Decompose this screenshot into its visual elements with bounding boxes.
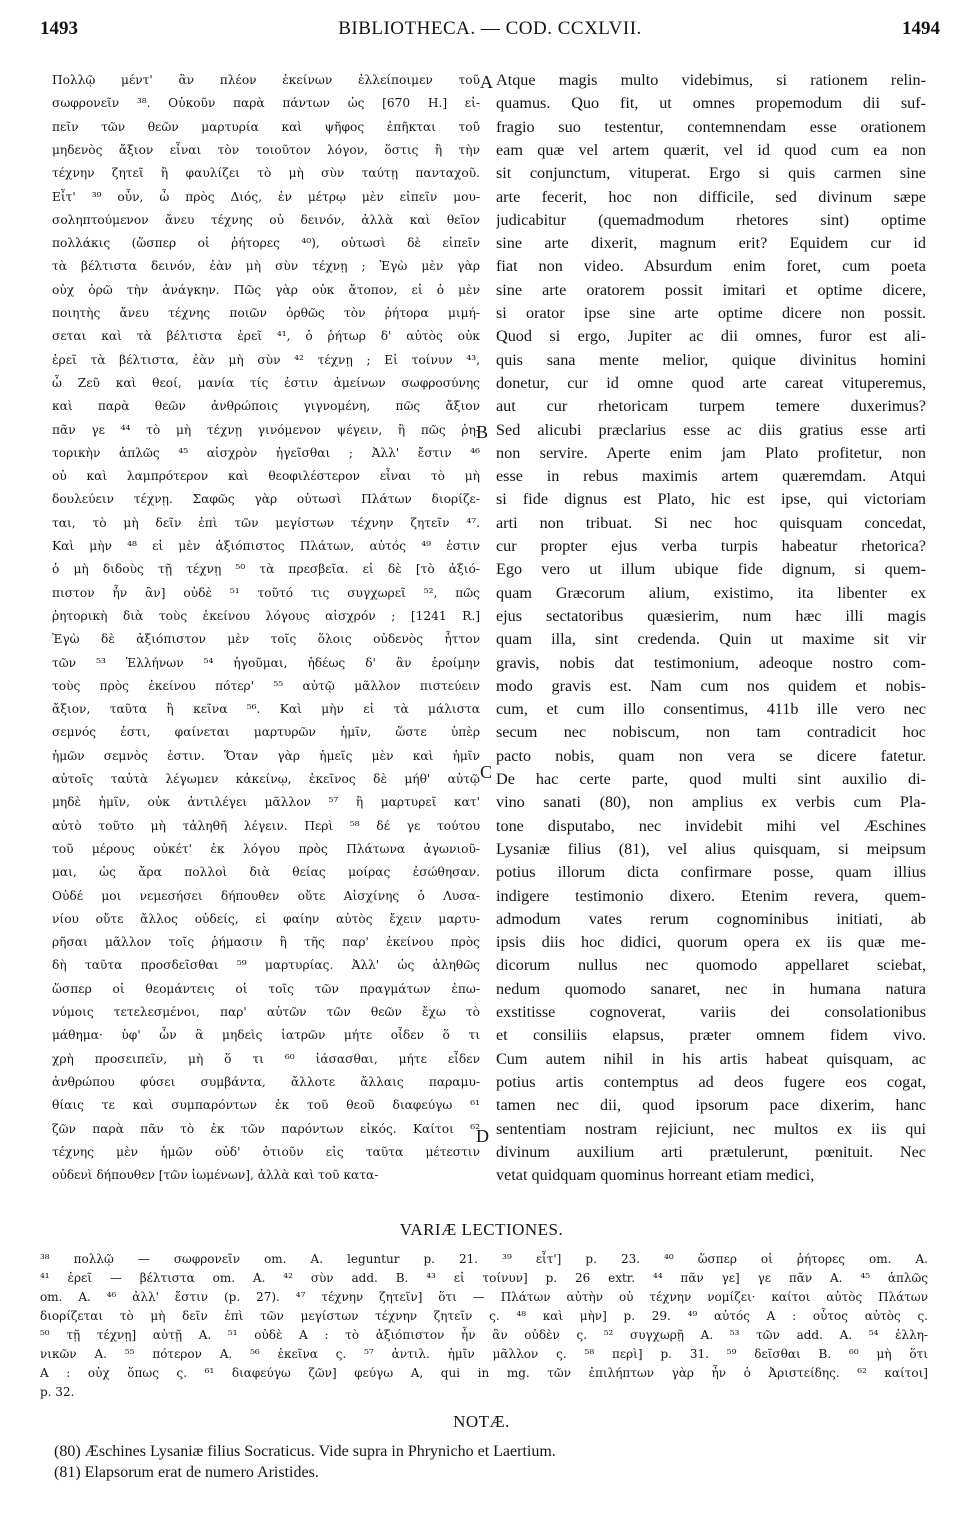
- greek-text-line: τέχνης μὲν ἡμῶν οὐδ' ὁτιοῦν εἰς ταῦτα μέτεστιν: [52, 1144, 480, 1159]
- greek-text-line: τοὺς πρὸς ἐκείνου πότερ' ⁵⁵ αὐτῷ μᾶλλον πιστεύειν: [52, 678, 480, 693]
- variae-lectiones-line: p. 32.: [40, 1385, 75, 1399]
- greek-text-line: ὦ Ζεῦ καὶ θεοί, μανία τίς ἐστιν ἀμείνων σωφροσύνης: [52, 375, 480, 390]
- latin-text-line: donetur, cur id omne quod arte careat vituperemus,: [496, 373, 926, 392]
- greek-text-line: μηδὲ ἡμῖν, οὐκ ἀντιλέγει μᾶλλον ⁵⁷ ἢ μαρτυρεῖ κατ': [52, 795, 480, 810]
- latin-text-line: vino sanati (80), non amplius ex verbis cum Pla-: [496, 793, 926, 812]
- latin-text-line: quis sana mente melior, quique divinitus homini: [496, 350, 926, 369]
- latin-text-line: eam quæ vel artem quærit, vel id quod cum ea non: [496, 140, 926, 159]
- latin-text-line: nedum quomodo sanaret, nec in humana natura: [496, 979, 926, 998]
- latin-text-line: si fide dignus est Plato, hic est ipse, qui victoriam: [496, 490, 926, 509]
- greek-text-line: σεται καὶ τὰ βέλτιστα ἐρεῖ ⁴¹, ὁ ῥήτωρ δ' αὐτὸς οὐκ: [52, 329, 480, 344]
- latin-text-line: quamus. Quo fit, ut omnes propemodum dii suf-: [496, 94, 926, 113]
- greek-text-line: οὐ καὶ λαμπρότερον καὶ θεοφιλέστερον εἶναι τὸ μὴ: [52, 469, 480, 484]
- greek-text-line: σοληπτούμενον ἄνευ τέχνης οὐ δεινόν, ἀλλὰ καὶ θεῖον: [52, 212, 480, 227]
- latin-text-line: aut cur rhetoricam turpem temere duxerimus?: [496, 397, 926, 416]
- greek-text-line: πᾶν γε ⁴⁴ τὸ μὴ τέχνῃ γινόμενον ψέγειν, ἢ πῶς ῥη-: [52, 422, 480, 437]
- latin-text-line: admodum vates rerum cognominibus initiati, ab: [496, 909, 926, 928]
- greek-text-line: ἐρεῖ τὰ βέλτιστα, ἐὰν μὴ σὺν ⁴² τέχνῃ ; Εἰ τοίνυν ⁴³,: [52, 352, 480, 367]
- variae-lectiones-line: ⁴¹ ἐρεῖ — βέλτιστα om. A. ⁴² σὺν add. B. ⁴³ εἰ τοίνυν] p. 26 extr. ⁴⁴ πᾶν γε] γε πᾶν A. ⁴⁵ ἁπλῶς: [40, 1271, 928, 1285]
- greek-text-line: ὁ μὴ διδοὺς τῇ τέχνῃ ⁵⁰ τὰ πρεσβεῖα. εἰ δὲ [τὸ ἀξιό-: [52, 562, 480, 577]
- greek-text-line: ρῆσαι μᾶλλον τοῖς ῥήμασιν ἢ τῆς παρ' ἐκείνου πρὸς: [52, 935, 480, 950]
- nota-line: (80) Æschines Lysaniæ filius Socraticus. Vide supra in Phrynicho et Laertium.: [54, 1443, 556, 1460]
- margin-marker-a: A: [480, 72, 493, 92]
- latin-text-line: tamen nec dii, quod ipsorum pace dixerim, hanc: [496, 1096, 926, 1115]
- greek-text-line: ῥητορικὴ διὰ τοὺς ἐκείνου λόγους αἰσχρόν ; [1241 R.]: [52, 608, 480, 623]
- latin-text-line: fragio suo testentur, contemnendam esse orationem: [496, 117, 926, 136]
- greek-text-line: ἡμῶν σεμνὸς ἐστιν. Ὅταν γὰρ ἡμεῖς μὲν καὶ ἡμῖν: [52, 748, 480, 763]
- latin-text-column: [496, 70, 926, 1192]
- greek-text-line: θίαις τε καὶ συμπαρόντων ἐκ τοῦ θεοῦ διαφεύγω ⁶¹: [52, 1098, 480, 1113]
- greek-text-line: τοῦ μέρους οὐκέτ' ἐκ λόγου πρὸς Πλάτωνα ἀγωνιοῦ-: [52, 841, 480, 856]
- greek-text-column: [52, 70, 480, 1192]
- greek-text-line: Εἶτ' ³⁹ οὖν, ὦ πρὸς Διός, ἐν μέτρῳ μὲν εἰπεῖν μου-: [52, 189, 480, 204]
- latin-text-line: vetat quidquam quominus horreant etiam medici,: [496, 1166, 815, 1185]
- latin-text-line: gravis, nobis dat testimonium, adeoque nostro com-: [496, 653, 926, 672]
- greek-text-line: μηδενὸς ἄξιον εἶναι τὸν τοιοῦτον λόγον, ὅστις ἢ τὴν: [52, 142, 480, 157]
- greek-text-line: ὥσπερ οἱ θεομάντεις οἱ τοῖς τῶν πραγμάτων ἐπω-: [52, 981, 480, 996]
- latin-text-line: esse in rebus maximis artem quæremdam. Atqui: [496, 467, 926, 486]
- latin-text-line: Quod si ergo, Jupiter ac dii omnes, furor est ali-: [496, 327, 926, 346]
- variae-lectiones-line: διορίζεται τὸ μὴ δεῖν ἐπὶ τῶν μεγίστων τέχνην ζητεῖν ς. ⁴⁸ καὶ μὴν] p. 29. ⁴⁹ αὐτός A : οὗτος αὐτὸς ς.: [40, 1309, 928, 1323]
- greek-text-line: μάθημα· ὑφ' ὧν ἃ μηδεὶς ἰατρῶν μήτε οἶδεν ὅ τι: [52, 1028, 480, 1043]
- latin-text-line: arte fecerit, hoc non difficile, sed divinum sæpe: [496, 187, 926, 206]
- latin-text-line: cum, et cum illo consentimus, 411b ille vero nec: [496, 700, 926, 719]
- variae-lectiones-line: A : οὐχ ὅπως ς. ⁶¹ διαφεύγω ζῶν] φεύγω A, qui in mg. τῶν ἐπιλήπτων γὰρ ἦν ὁ Ἀριστείδης. ⁶² καίτοι]: [40, 1366, 928, 1380]
- greek-text-line: ζῶν παρὰ πᾶν τὸ ἐκ τῶν παρόντων εἰκός. Καίτοι ⁶²: [52, 1121, 480, 1136]
- greek-text-line: τέχνην ζητεῖ ἢ φαυλίζει τὸ μὴ σὺν ταύτῃ πανταχοῦ.: [52, 166, 480, 181]
- greek-text-line: καὶ παρὰ θεῶν ἀνθρώποις γιγνομένη, πῶς ἄξιον: [52, 399, 480, 414]
- variae-lectiones-heading: VARIÆ LECTIONES.: [399, 1220, 564, 1239]
- greek-text-line: σεμνός ἐστι, φαίνεται μαρτυρῶν ἡμῖν, ὥστε ὑπὲρ: [52, 725, 480, 740]
- variae-lectiones-line: ⁵⁰ τῇ τέχνῃ] αὐτῇ A. ⁵¹ οὐδὲ A : τὸ ἀξιόπιστον ἦν ἂν οὐδὲν ς. ⁵² συγχωρῇ A. ⁵³ τῶν add. A. ⁵⁴ ἑλλη-: [40, 1328, 928, 1342]
- latin-text-line: judicabitur (quemadmodum rhetores sint) optime: [496, 210, 926, 229]
- latin-text-line: Cum autem nihil in his artis habeat quisquam, ac: [496, 1049, 926, 1068]
- greek-text-line: ἄξιον, ταῦτα ἢ κεῖνα ⁵⁶. Καὶ μὴν εἰ τὰ μάλιστα: [52, 702, 480, 717]
- greek-text-line: Ἐγὼ δὲ ἀξιόπιστον μὲν τοῖς ὅλοις οὐδενὸς ἧττον: [52, 632, 480, 647]
- page-header: [40, 10, 940, 40]
- greek-text-line: αὐτὸ τοῦτο μὴ τἀληθῆ λέγειν. Περὶ ⁵⁸ δέ γε τούτου: [52, 818, 480, 833]
- latin-text-line: fiat non video. Absurdum enim foret, cum poeta: [496, 257, 926, 276]
- latin-text-line: non servire. Aperte enim jam Plato profitetur, non: [496, 443, 926, 462]
- greek-text-line: ποιητὴς ἄνευ τέχνης ποιῶν ὀρθῶς τὸν ῥήτορα μιμή-: [52, 306, 480, 320]
- greek-text-line: ται, τὸ μὴ δεῖν ἐπὶ τῶν μεγίστων τέχνην ζητεῖν ⁴⁷.: [52, 515, 480, 530]
- latin-text-line: quam illa, sint credenda. Quin ut maxime sit vir: [496, 630, 926, 649]
- greek-text-line: μαι, ὡς ἄρα πολλοὶ διὰ θείας μοίρας ἐσώθησαν.: [52, 865, 480, 880]
- latin-text-line: De hac certe parte, quod multi sint auxilio di-: [496, 770, 926, 788]
- notae-heading: NOTÆ.: [453, 1412, 510, 1431]
- latin-text-line: potius illorum dicta confirmare posse, quam illius: [496, 863, 926, 882]
- margin-marker-b: B: [476, 422, 489, 442]
- latin-text-line: ejus sectatoribus quæsierim, num hæc illi magis: [496, 606, 926, 625]
- latin-text-line: indigere testimonio dixero. Etenim revera, quem-: [496, 886, 926, 905]
- latin-text-line: sit conjunctum, vituperat. Ergo si quis carmen sine: [496, 164, 926, 183]
- variae-lectiones-line: ³⁸ πολλῷ — σωφρονεῖν om. A. leguntur p. 21. ³⁹ εἶτ'] p. 23. ⁴⁰ ὥσπερ οἱ ῥήτορες om. A.: [40, 1252, 928, 1266]
- latin-text-line: Ego vero ut illum ubique fide dignum, si quem-: [496, 560, 926, 579]
- greek-text-line: ἀνθρώπου φύσει συμβάντα, ἄλλοτε ἄλλαις παραμυ-: [52, 1074, 480, 1089]
- greek-text-line: χρὴ προσειπεῖν, μὴ ὅ τι ⁶⁰ ἰάσασθαι, μήτε εἶδεν: [52, 1051, 480, 1066]
- latin-text-line: cur propter ejus verba turpis habeatur rhetorica?: [496, 537, 926, 555]
- greek-text-line: τορικὴν ἁπλῶς ⁴⁵ αἰσχρὸν ἡγεῖσθαι ; Ἀλλ' ἔστιν ⁴⁶: [52, 445, 480, 460]
- latin-text-line: modo gravis est. Nam cum nos quidem et nobis-: [496, 676, 926, 695]
- nota-line: (81) Elapsorum erat de numero Aristides.: [54, 1464, 319, 1481]
- latin-text-line: ipsis diis hoc didici, quorum opera ex iis quæ me-: [496, 933, 926, 952]
- latin-text-line: dicorum nullus nec quomodo appellaret sciebat,: [496, 956, 926, 975]
- variae-lectiones-line: νικῶν A. ⁵⁵ πότερον A. ⁵⁶ ἐκεῖνα ς. ⁵⁷ ἀντιλ. ἡμῖν μᾶλλον ς. ⁵⁸ περὶ] p. 31. ⁵⁹ δεῖσθαι B. ⁶⁰ μὴ ὅτι: [40, 1347, 928, 1361]
- greek-text-line: οὐδενὶ δήπουθεν [τῶν ἰωμένων], ἀλλὰ καὶ τοῦ κατα-: [52, 1168, 379, 1183]
- greek-text-line: αὐτοῖς ταὐτὰ λέγωμεν κἀκείνῳ, ἐκεῖνος δὲ μήθ' αὐτῷ: [52, 772, 480, 786]
- latin-text-line: sine arte dixerit, magnum erit? Equidem cur id: [496, 234, 926, 253]
- latin-text-line: quam Græcorum alium, existimo, ita libenter ex: [496, 583, 926, 602]
- latin-text-line: et consiliis elapsus, præter omnem fidem vivo.: [496, 1026, 926, 1045]
- margin-marker-c: C: [480, 762, 493, 782]
- margin-marker-d: D: [476, 1126, 489, 1146]
- page-number-left: 1493: [40, 18, 78, 39]
- greek-text-line: Πολλῷ μέντ' ἂν πλέον ἐκείνων ἐλλείποιμεν τοῦ: [52, 73, 480, 87]
- latin-text-line: potius artis contemptus ad deos fugere eos cogat,: [496, 1072, 926, 1091]
- latin-text-line: Lysaniæ filius (81), vel alius quisquam, si meipsum: [496, 839, 926, 858]
- latin-text-line: Atque magis multo videbimus, si rationem relin-: [496, 71, 926, 89]
- latin-text-line: exstitisse cognoverat, variis dei consolationibus: [496, 1003, 926, 1021]
- greek-text-line: σωφρονεῖν ³⁸. Οὐκοῦν παρὰ πάντων ὡς [670 H.] εἰ-: [52, 96, 480, 111]
- greek-text-line: δουλεύειν τέχνῃ. Σαφῶς γὰρ οὑτωσὶ Πλάτων διορίζε-: [52, 492, 480, 507]
- greek-text-line: Καὶ μὴν ⁴⁸ εἰ μὲν ἀξιόπιστος Πλάτων, αὐτός ⁴⁹ ἐστιν: [52, 539, 480, 553]
- latin-text-line: secum nec nobiscum, non tam contradicit hoc: [496, 723, 926, 742]
- variae-lectiones-line: om. A. ⁴⁶ ἀλλ' ἔστιν (p. 27). ⁴⁷ τέχνην ζητεῖν] ὅτι — Πλάτων αὐτὴν οὐ τέχνην νομίζει· καίτοι αὐτὸς Πλάτων: [40, 1290, 928, 1304]
- greek-text-line: τῶν ⁵³ Ἑλλήνων ⁵⁴ ἡγοῦμαι, ἡδέως δ' ἂν ἐροίμην: [52, 655, 480, 670]
- latin-text-line: arti non tribuat. Si nec hoc quisquam concedat,: [496, 513, 926, 532]
- greek-text-line: πιστον ἦν ἂν] οὐδὲ ⁵¹ τοῦτό τις συγχωρεῖ ⁵², πῶς: [52, 585, 480, 600]
- latin-text-line: si orator ipse sine arte optime dicere non possit.: [496, 304, 926, 322]
- latin-text-line: sententiam nostram rejiciunt, nec multos ex iis qui: [496, 1119, 926, 1138]
- latin-text-line: tone disputabo, nec invidebit mihi vel Æschines: [496, 816, 926, 835]
- latin-text-line: sine arte oratorem possit imitari et optime dicere,: [496, 280, 926, 299]
- latin-text-line: pacto nobis, quam non vera se dicere fatetur.: [496, 746, 926, 765]
- page-number-right: 1494: [902, 18, 940, 39]
- greek-text-line: οὐχ ὁρῶ τὴν ἀνάγκην. Πῶς γὰρ οὐκ ἄτοπον, εἰ ὁ μὲν: [52, 282, 480, 297]
- latin-text-line: Sed alicubi præclarius esse ac diis gratius esse arti: [496, 420, 926, 439]
- greek-text-line: Οὐδέ μοι νεμεσήσει δήπουθεν οὔτε Αἰσχίνης ὁ Λυσα-: [52, 888, 480, 903]
- greek-text-line: τὰ βέλτιστα δεινόν, ἐὰν μὴ σὺν τέχνῃ ; Ἐγὼ μὲν γὰρ: [52, 259, 480, 274]
- greek-text-line: νύμοις τετελεσμένοι, παρ' αὐτῶν τῶν θεῶν ἔχω τὸ: [52, 1005, 480, 1019]
- running-title: BIBLIOTHECA. — COD. CCXLVII.: [338, 18, 642, 39]
- greek-text-line: πεῖν τῶν θεῶν μαρτυρία καὶ ψῆφος ἐπῆκται τοῦ: [52, 119, 480, 134]
- greek-text-line: νίου οὔτε ἄλλος οὐδείς, εἰ φαίην αὐτὸς ἔχειν μαρτυ-: [52, 911, 480, 926]
- greek-text-line: πολλάκις (ὥσπερ οἱ ῥήτορες ⁴⁰), οὑτωσὶ δὲ εἰπεῖν: [52, 236, 480, 251]
- latin-text-line: divinum auxilium arti prætulerunt, pœnituit. Nec: [496, 1142, 926, 1161]
- greek-text-line: δὴ ταῦτα προσδεῖσθαι ⁵⁹ μαρτυρίας. Ἀλλ' ὡς ἀληθῶς: [52, 958, 480, 973]
